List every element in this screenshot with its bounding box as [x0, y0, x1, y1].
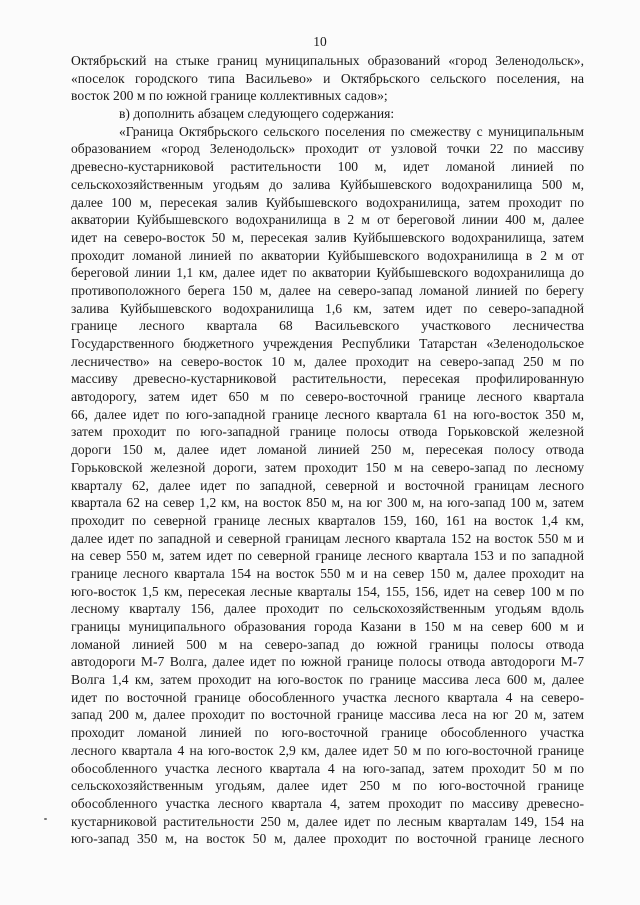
text-line: ломаной линией 500 м на северо-запад до южной границы полосы отвода	[71, 636, 584, 652]
text-line: лесному кварталу 156, далее проходит по сельскохозяйственным угодьям вдоль	[71, 601, 584, 617]
text-line: идет на северо-восток 50 м, пересекая залив Куйбышевского водохранилища, затем	[71, 229, 584, 245]
text-line: сельскохозяйственным угодьям, далее идет 250 м по юго-восточной границе	[71, 778, 584, 794]
text-line: Государственного бюджетного учреждения Республики Татарстан «Зеленодольское	[71, 336, 584, 351]
text-line: лесничество» на северо-восток 10 м, далее проходит на северо-запад 250 м по	[71, 353, 584, 369]
text-line: проходит по северной границе лесных кварталов 159, 160, 161 на восток 1,4 км,	[71, 512, 584, 528]
text-line: массиву древесно-кустарниковой растительности, пересекая профилированную	[71, 371, 584, 387]
text-line: запад 200 м, далее проходит по восточной границе массива леса на юг 20 м, затем	[71, 707, 584, 723]
text-line: Октябрьский на стыке границ муниципальных образований «город Зеленодольск»,	[71, 53, 584, 68]
text-line: границе лесного квартала 154 на восток 550 м и на север 150 м, далее проходит на	[71, 565, 584, 581]
text-line: на север 550 м, затем идет по северной границе лесного квартала 153 и по западной	[71, 548, 584, 564]
text-line: кварталу 62, далее идет по западной, северной и восточной границам лесного	[71, 477, 584, 493]
text-line: Волга 1,4 км, затем проходит на юго-восток по границе массива леса 600 м, далее	[71, 672, 584, 688]
text-line: дороги 150 м, далее идет ломаной линией 250 м, пересекая полосу отвода	[71, 442, 584, 458]
text-line: юго-запад 350 м, на восток 50 м, далее проходит по восточной границе лесного	[71, 831, 584, 847]
text-line: береговой линии 1,1 км, далее идет по акватории Куйбышевского водохранилища до	[71, 265, 584, 281]
text-line: акватории Куйбышевского водохранилища в 2 м от береговой линии 400 м, далее	[71, 212, 584, 228]
text-line: залива Куйбышевского водохранилища 1,6 км, затем идет по северо-западной	[71, 300, 584, 316]
text-line: далее 100 м, пересекая залив Куйбышевского водохранилища, затем проходит по	[71, 194, 584, 210]
text-line: проходит ломаной линией по юго-восточной границе обособленного участка	[71, 725, 584, 741]
text-line: 66, далее идет по юго-западной границе лесного квартала 61 на юго-восток 350 м,	[71, 406, 584, 422]
text-line: юго-восток 1,5 км, пересекая лесные кварталы 154, 155, 156, идет на север 100 м по	[71, 583, 584, 599]
text-line: образованием «город Зеленодольск» проходит от узловой точки 22 по массиву	[71, 141, 584, 157]
text-line: лесного квартала 4 на юго-восток 2,9 км, далее идет 50 м по юго-восточной границе	[71, 742, 584, 758]
text-line: сельскохозяйственным угодьям до залива Куйбышевского водохранилища 500 м,	[71, 176, 584, 192]
text-line: Горьковской железной дороги, затем проходит 150 м на северо-запад по лесному	[71, 459, 584, 475]
text-line: идет по восточной границе обособленного участка лесного квартала 4 на северо-	[71, 689, 584, 705]
text-line: древесно-кустарниковой растительности 100 м, идет ломаной линией по	[71, 159, 584, 175]
text-line: проходит ломаной линией по акватории Куйбышевского водохранилища в 2 м от	[71, 247, 584, 263]
scan-speck	[44, 818, 47, 820]
text-line: далее идет по западной и северной границам лесного квартала 152 на восток 550 м и	[71, 530, 584, 546]
text-line: в) дополнить абзацем следующего содержания:	[119, 106, 395, 122]
text-line: «Граница Октябрьского сельского поселения по смежеству с муниципальным	[119, 123, 584, 139]
page-number: 10	[313, 34, 327, 49]
text-line: затем проходит по юго-западной границе полосы отвода Горьковской железной	[71, 424, 584, 440]
text-line: автодороги М-7 Волга, далее идет по южной границе полосы отвода автодороги М-7	[71, 654, 584, 670]
text-line: обособленного участка лесного квартала 4, затем проходит по массиву древесно-	[71, 795, 584, 811]
text-line: противоположного берега 150 м, далее на северо-запад ломаной линией по берегу	[71, 282, 584, 298]
text-line: квартала 62 на север 1,2 км, на восток 850 м, на юг 300 м, на юго-запад 100 м, затем	[71, 495, 584, 511]
text-line: «поселок городского типа Васильево» и Октябрьского сельского поселения, на	[71, 70, 584, 86]
text-line: восток 200 м по южной границе коллективных садов»;	[71, 88, 388, 104]
body-text	[71, 52, 584, 848]
text-line: обособленного участка лесного квартала 4 на юго-запад, затем проходит 50 м по	[71, 760, 584, 776]
text-line: границе лесного квартала 68 Васильевского участкового лесничества	[71, 318, 584, 334]
text-line: кустарниковой растительности 250 м, далее идет по лесным кварталам 149, 154 на	[71, 813, 584, 829]
text-line: автодорогу, затем идет 650 м по северо-восточной границе лесного квартала	[71, 389, 584, 405]
text-line: границы муниципального образования города Казани в 150 м на север 600 м и	[71, 619, 584, 634]
